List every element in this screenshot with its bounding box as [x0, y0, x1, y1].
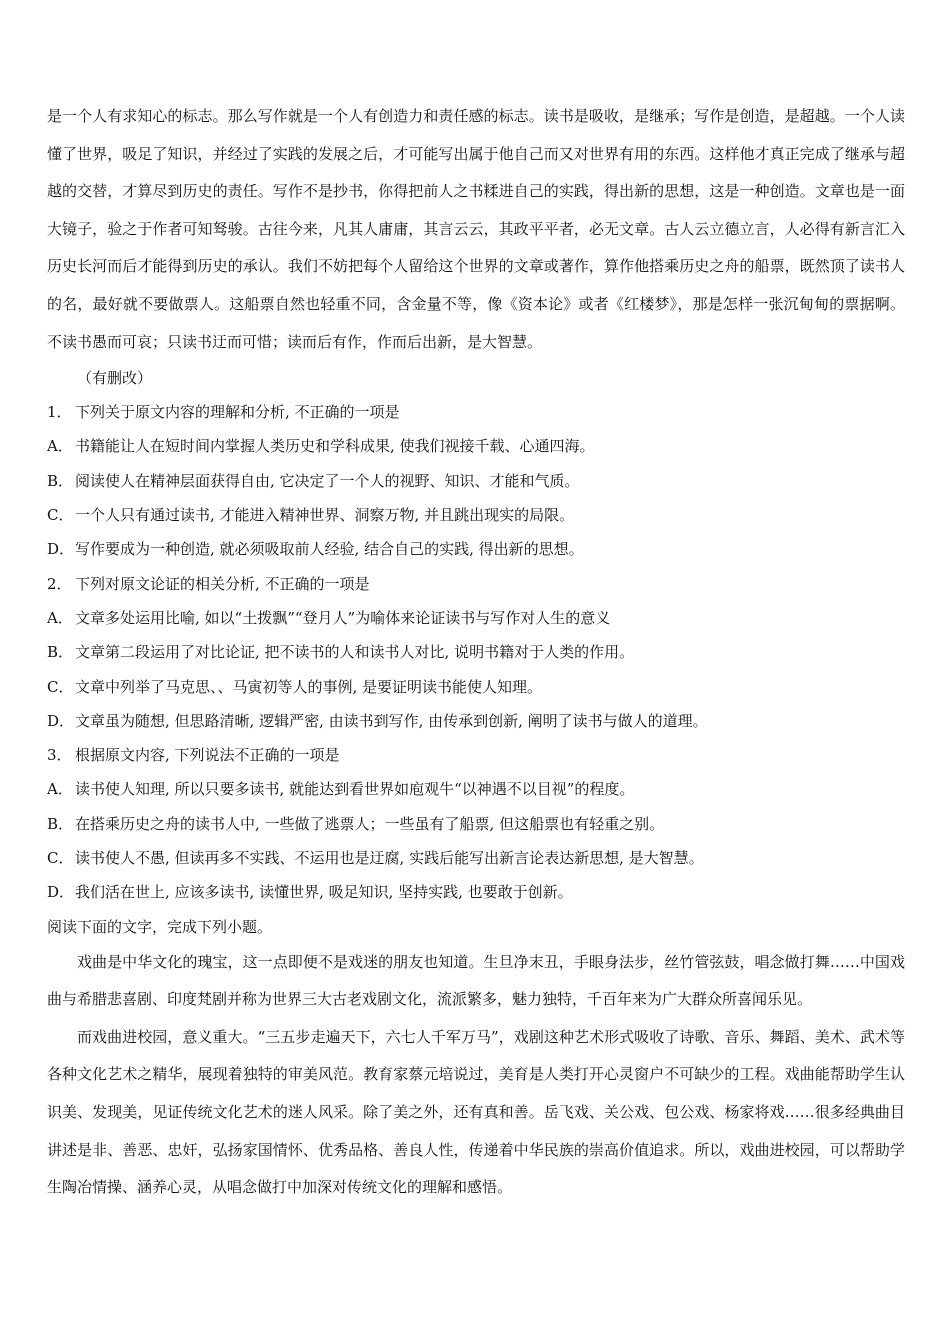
option-label: D． — [47, 711, 75, 730]
option-label: B． — [47, 814, 74, 833]
passage2-paragraph-1: 戏曲是中华文化的瑰宝，这一点即便不是戏迷的朋友也知道。生旦净末丑，手眼身法步，丝竹管弦鼓，唱念做打舞……中国戏曲与希腊悲喜剧、印度梵剧并称为世界三大古老戏剧文化，流派繁多，魅力独特，千百年来为广大群众所喜闻乐见。 — [47, 952, 905, 1009]
passage2-paragraph-2: 而戏曲进校园，意义重大。“三五步走遍天下，六七人千军万马”，戏剧这种艺术形式吸收了诗歌、音乐、舞蹈、美术、武术等各种文化艺术之精华，展现着独特的审美风范。教育家蔡元培说过，美育是人类打开心灵窗户不可缺少的工程。戏曲能帮助学生认识美、发现美，见证传统文化艺术的迷人风采。除了美之外，还有真和善。岳飞戏、关公戏、包公戏、杨家将戏……很多经典曲目讲述是非、善恶、忠奸，弘扬家国情怀、优秀品格、善良人性，传递着中华民族的崇高价值追求。所以，戏曲进校园，可以帮助学生陶冶情操、涵养心灵，从唱念做打中加深对传统文化的理解和感悟。 — [47, 1027, 905, 1197]
option-3d — [47, 875, 905, 909]
option-2a — [47, 601, 905, 635]
question-stem-2 — [47, 567, 905, 601]
option-text: 我们活在世上, 应该多读书, 读懂世界, 吸足知识, 坚持实践, 也要敢于创新。 — [75, 883, 573, 902]
option-text: 书籍能让人在短时间内掌握人类历史和学科成果, 使我们视接千载、心通四海。 — [75, 437, 595, 456]
option-text: 文章多处运用比喻, 如以“土拨飘”“登月人”为喻体来论证读书与写作对人生的意义 — [75, 608, 611, 627]
option-label: A． — [47, 437, 73, 456]
option-2d — [47, 704, 905, 738]
question-text: 下列对原文论证的相关分析, 不正确的一项是 — [75, 574, 370, 593]
option-text: 在搭乘历史之舟的读书人中, 一些做了逃票人；一些虽有了船票, 但这船票也有轻重之别。 — [75, 814, 665, 833]
option-3b — [47, 807, 905, 841]
option-text: 读书使人不愚, 但读再多不实践、不运用也是迂腐, 实践后能写出新言论表达新思想, 是大智慧。 — [75, 849, 704, 868]
question-stem-1 — [47, 395, 905, 429]
question-stem-3 — [47, 738, 905, 772]
option-label: B． — [47, 471, 74, 490]
option-label: B． — [47, 643, 74, 662]
passage-paragraph: 是一个人有求知心的标志。那么写作就是一个人有创造力和责任感的标志。读书是吸收，是继承；写作是创造，是超越。一个人读懂了世界，吸足了知识，并经过了实践的发展之后，才可能写出属于他自己而又对世界有用的东西。这样他才真正完成了继承与超越的交替，才算尽到历史的责任。写作不是抄书，你得把前人之书糅进自己的实践，得出新的思想，这是一种创造。文章也是一面大镜子，验之于作者可知驽骏。古往今来，凡其人庸庸，其言云云，其政平平者，必无文章。古人云立德立言，人必得有新言汇入历史长河而后才能得到历史的承认。我们不妨把每个人留给这个世界的文章或著作，算作他搭乘历史之舟的船票，既然顶了读书人的名，最好就不要做票人。这船票自然也轻重不同，含金量不等，像《资本论》或者《红楼梦》，那是怎样一张沉甸甸的票据啊。不读书愚而可哀；只读书迂而可惜；读而后有作，作而后出新，是大智慧。 — [47, 107, 905, 351]
option-label: C． — [47, 849, 74, 868]
reading-instruction: 阅读下面的文字，完成下列小题。 — [47, 917, 273, 936]
question-number: 1． — [47, 403, 72, 422]
option-label: D． — [47, 540, 75, 559]
option-label: A． — [47, 780, 73, 799]
option-label: D． — [47, 883, 75, 902]
edit-note: （有删改） — [77, 369, 153, 388]
option-text: 文章中列举了马克思、、马寅初等人的事例, 是要证明读书能使人知理。 — [75, 677, 543, 696]
question-text: 下列关于原文内容的理解和分析, 不正确的一项是 — [75, 403, 400, 422]
option-3c — [47, 841, 905, 875]
option-1d — [47, 532, 905, 566]
option-1c — [47, 498, 905, 532]
question-number: 2． — [47, 574, 72, 593]
option-label: C． — [47, 506, 74, 525]
option-text: 一个人只有通过读书, 才能进入精神世界、洞察万物, 并且跳出现实的局限。 — [75, 506, 575, 525]
option-3a — [47, 772, 905, 806]
option-text: 文章虽为随想, 但思路清晰, 逻辑严密, 由读书到写作, 由传承到创新, 阐明了读书与做人的道理。 — [75, 711, 708, 730]
option-1a — [47, 429, 905, 463]
option-text: 读书使人知理, 所以只要多读书, 就能达到看世界如庖观牛“以神遇不以目视”的程度。 — [75, 780, 635, 799]
option-label: C． — [47, 677, 74, 696]
option-label: A． — [47, 608, 73, 627]
page-content — [47, 98, 905, 1207]
question-text: 根据原文内容, 下列说法不正确的一项是 — [75, 746, 340, 765]
option-1b — [47, 464, 905, 498]
option-text: 写作要成为一种创造, 就必须吸取前人经验, 结合自己的实践, 得出新的思想。 — [75, 540, 584, 559]
option-text: 文章第二段运用了对比论证, 把不读书的人和读书人对比, 说明书籍对于人类的作用。 — [75, 643, 635, 662]
option-2b — [47, 635, 905, 669]
option-text: 阅读使人在精神层面获得自由, 它决定了一个人的视野、知识、才能和气质。 — [75, 471, 580, 490]
question-number: 3． — [47, 746, 72, 765]
option-2c — [47, 670, 905, 704]
